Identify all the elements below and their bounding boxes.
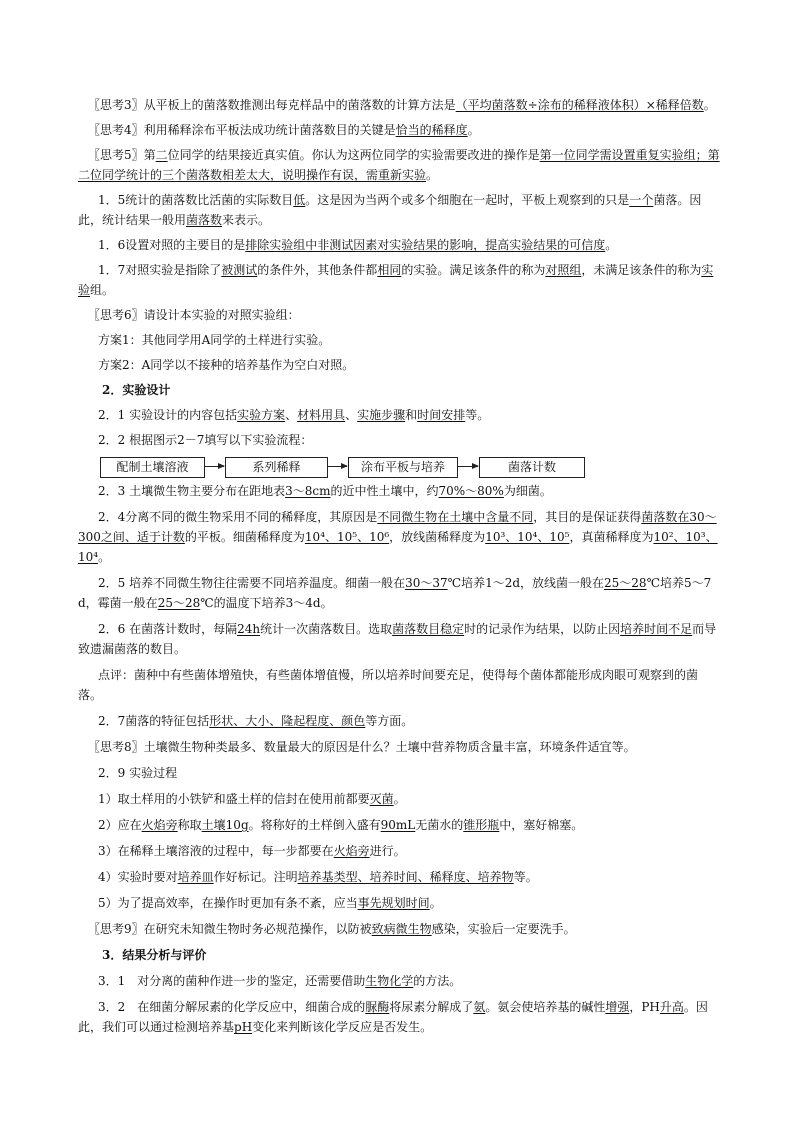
- answer: 24h: [237, 622, 261, 636]
- answer: 菌落数: [186, 213, 223, 227]
- answer: pH: [234, 1020, 253, 1034]
- flow-arrow: [204, 466, 224, 467]
- step-4: 4）实验时要对培养皿作好标记。注明培养基类型、培养时间、稀释度、培养物等。: [98, 870, 538, 884]
- plan-2: 方案2：A同学以不接种的培养基作为空白对照。: [98, 358, 355, 372]
- section-1-7: 1．7对照实验是指除了被测试的条件外，其他条件都相同的实验。满足该条件的称为对照组，未满足该条件的称为实验组。: [78, 263, 714, 297]
- flow-step-prepare-soil-solution: 配制土壤溶液: [100, 457, 205, 478]
- answer: 30～37: [405, 576, 448, 590]
- section-3-2: 3．2 在细菌分解尿素的化学反应中，细菌合成的脲酶将尿素分解成了氨。氨会使培养基的碱性增强，PH升高。因此，我们可以通过检测培养基pH变化来判断该化学反应是否发生。: [78, 1000, 708, 1034]
- answer: 恰当的稀释度: [395, 123, 468, 137]
- answer: 排除实验组中非测试因素对实验结果的影响，提高实验结果的可信度: [245, 238, 606, 252]
- answer: 实验方案: [237, 408, 286, 422]
- section-2-9-title: 2．9 实验过程: [98, 766, 178, 780]
- answer: 事先规划时间: [357, 896, 430, 910]
- think-8: 〖思考8〗土壤微生物种类最多、数量最大的原因是什么？土壤中营养物质含量丰富，环境条件适宜等。: [88, 740, 636, 754]
- answer: 70%～80%: [438, 484, 504, 498]
- step-1: 1）取土样用的小铁铲和盛土样的信封在使用前都要灭菌。: [98, 792, 406, 806]
- section-2-7: 2．7菌落的特征包括形状、大小、隆起程度、颜色等方面。: [98, 714, 414, 728]
- answer: 氨: [473, 1000, 486, 1014]
- step-2: 2）应在火焰旁称取土壤10g。将称好的土样倒入盛有90mL无菌水的锥形瓶中，塞好棉塞。: [98, 818, 584, 832]
- answer: 相同: [377, 263, 402, 277]
- answer: 25～28: [157, 596, 201, 610]
- answer: 锥形瓶: [463, 818, 500, 832]
- section-2-title: 2．实验设计: [102, 383, 171, 397]
- answer: 培养皿: [177, 870, 214, 884]
- think-4: 〖思考4〗利用稀释涂布平板法成功统计菌落数目的关键是恰当的稀释度。: [88, 123, 480, 137]
- flow-step-colony-count: 菌落计数: [479, 457, 585, 478]
- section-2-3: 2．3 土壤微生物主要分布在距地表3～8cm的近中性土壤中，约70%～80%为细菌。: [98, 484, 552, 498]
- flow-diagram: [78, 455, 720, 481]
- answer: 10³、10⁴、10⁵: [485, 530, 570, 544]
- answer: 90mL: [380, 818, 416, 832]
- think-3: 〖思考3〗从平板上的菌落数推测出每克样品中的菌落数的计算方法是（平均菌落数÷涂布的稀释液体积）×稀释倍数。: [88, 98, 716, 112]
- answer: 培养基类型、培养时间、稀释度、培养物: [297, 870, 514, 884]
- answer: 致病微生物: [371, 922, 432, 936]
- think-9: 〖思考9〗在研究未知微生物时务必规范操作，以防被致病微生物感染，实验后一定要洗手。: [88, 922, 576, 936]
- answer: 菌落数在30～300之间、适于计数: [78, 510, 717, 544]
- answer: （平均菌落数÷涂布的稀释液体积）×稀释倍数: [455, 98, 704, 112]
- answer: 时间安排: [417, 408, 466, 422]
- section-2-4: 2．4分离不同的微生物采用不同的稀释度，其原因是不同微生物在土壤中含量不同，其目的是保证获得菌落数在30～300之间、适于计数的平板。细菌稀释度为10⁴、10⁵、10⁶，放线菌稀释度为10³、10⁴、10⁵，真菌稀释度为10²、10³、10⁴。: [78, 510, 718, 564]
- answer: 10⁴、10⁵、10⁶: [304, 530, 390, 544]
- answer: 火焰旁: [141, 818, 178, 832]
- think-6-title: 〖思考6〗请设计本实验的对照实验组：: [88, 308, 300, 322]
- section-2-6: 2．6 在菌落计数时，每隔24h统计一次菌落数目。选取菌落数目稳定时的记录作为结果，以防止因培养时间不足而导致遗漏菌落的数目。: [78, 622, 717, 656]
- answer: 脲酶: [365, 1000, 390, 1014]
- step-5: 5）为了提高效率，在操作时更加有条不紊，应当事先规划时间。: [98, 896, 442, 910]
- step-3: 3）在稀释土壤溶液的过程中，每一步都要在火焰旁进行。: [98, 844, 406, 858]
- answer: 材料用具: [297, 408, 346, 422]
- answer: 灭菌: [369, 792, 394, 806]
- plan-1: 方案1：其他同学用A同学的土样进行实验。: [98, 333, 331, 347]
- flow-step-spread-plate-culture: 涂布平板与培养: [348, 457, 458, 478]
- document-page: [78, 95, 720, 1037]
- answer: 升高: [659, 1000, 684, 1014]
- answer: 实验: [78, 263, 714, 297]
- section-3-title: 3．结果分析与评价: [102, 948, 207, 962]
- answer: 二: [155, 148, 168, 162]
- answer: 3～8cm: [285, 484, 331, 498]
- flow-arrow: [457, 466, 478, 467]
- answer: 10²、10³、10⁴: [78, 530, 718, 564]
- answer: 土壤10g: [201, 818, 249, 832]
- answer: 火焰旁: [333, 844, 370, 858]
- answer: 增强: [605, 1000, 630, 1014]
- flow-step-serial-dilution: 系列稀释: [225, 457, 328, 478]
- section-2-2: 2．2 根据图示2－7填写以下实验流程：: [98, 433, 313, 447]
- section-2-1: 2．1 实验设计的内容包括实验方案、材料用具、实施步骤和时间安排等。: [98, 408, 490, 422]
- section-1-5: 1．5统计的菌落数比活菌的实际数目低。这是因为当两个或多个细胞在一起时，平板上观察到的只是一个菌落。因此，统计结果一般用菌落数来表示。: [78, 193, 702, 227]
- answer: 一个: [629, 193, 654, 207]
- answer: 培养时间不足: [620, 622, 693, 636]
- answer: 菌落数目稳定: [392, 622, 465, 636]
- section-1-6: 1．6设置对照的主要目的是排除实验组中非测试因素对实验结果的影响，提高实验结果的可信度。: [98, 238, 618, 252]
- answer: 对照组: [545, 263, 582, 277]
- answer: 被测试: [221, 263, 258, 277]
- answer: 低: [293, 193, 306, 207]
- flow-arrow: [327, 466, 347, 467]
- answer: 形状、大小、隆起程度、颜色: [209, 714, 366, 728]
- section-2-5: 2．5 培养不同微生物往往需要不同培养温度。细菌一般在30～37℃培养1～2d，放线菌一般在25～28℃培养5～7d，霉菌一般在25～28℃的温度下培养3～4d。: [78, 576, 712, 610]
- answer: 25～28: [604, 576, 647, 590]
- answer: 不同微生物在土壤中含量不同: [377, 510, 534, 524]
- answer: 实施步骤: [357, 408, 406, 422]
- comment: 点评：菌种中有些菌体增殖快，有些菌体增值慢，所以培养时间要充足，使得每个菌体都能形成肉眼可观察到的菌落。: [78, 668, 699, 702]
- think-5: 〖思考5〗第二位同学的结果接近真实值。你认为这两位同学的实验需要改进的操作是第一位同学需设置重复实验组；第二位同学统计的三个菌落数相差太大，说明操作有误，需重新实验。: [78, 148, 720, 182]
- answer: 生物化学: [365, 974, 414, 988]
- section-3-1: 3．1 对分离的菌种作进一步的鉴定，还需要借助生物化学的方法。: [98, 974, 462, 988]
- answer: 第一位同学需设置重复实验组；第二位同学统计的三个菌落数相差太大，说明操作有误，需重新实验: [78, 148, 720, 182]
